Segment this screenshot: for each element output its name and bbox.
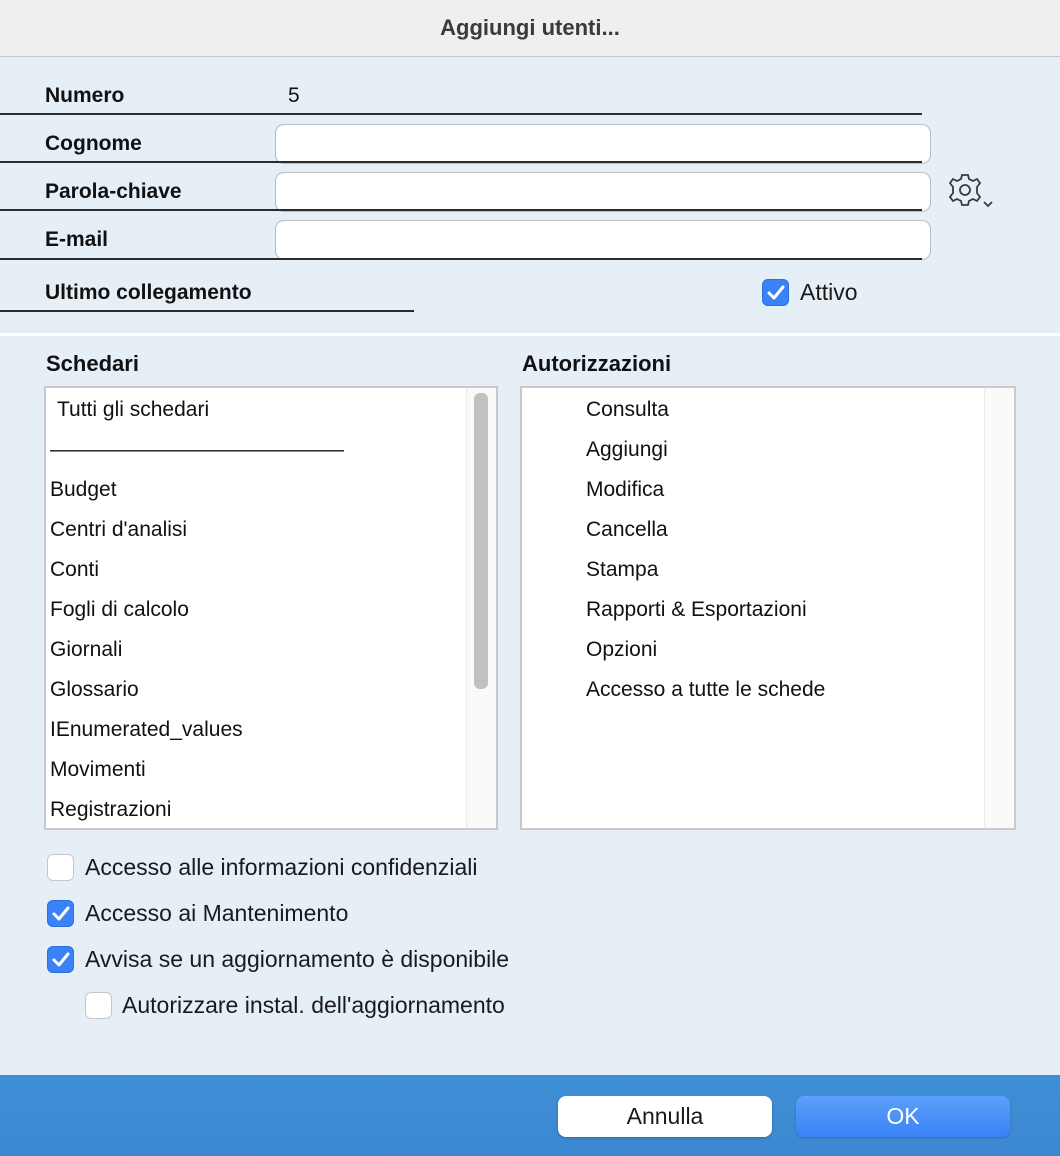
attivo-label: Attivo	[800, 279, 858, 305]
ok-button[interactable]: OK	[796, 1096, 1010, 1137]
schedari-scroll-thumb[interactable]	[474, 393, 488, 689]
ultimo-collegamento-underline	[0, 310, 414, 312]
schedari-list[interactable]	[44, 386, 498, 830]
autorizzazioni-title: Autorizzazioni	[522, 351, 672, 376]
list-item[interactable]: Movimenti	[50, 758, 146, 781]
list-item[interactable]: Consulta	[586, 398, 669, 421]
list-item[interactable]: Accesso a tutte le schede	[586, 678, 826, 701]
checkmark-icon	[766, 283, 786, 303]
section-separator	[0, 333, 1060, 336]
list-item-separator: ——————————————	[50, 438, 344, 461]
list-item[interactable]: IEnumerated_values	[50, 718, 243, 741]
cognome-underline	[0, 161, 922, 163]
attivo-checkbox[interactable]	[762, 279, 789, 306]
autorizzare-checkbox[interactable]	[85, 992, 112, 1019]
parola-chiave-input[interactable]	[275, 172, 931, 212]
confidenziali-label: Accesso alle informazioni confidenziali	[85, 854, 478, 880]
ultimo-collegamento-label: Ultimo collegamento	[45, 281, 252, 304]
email-underline	[0, 258, 922, 260]
confidenziali-checkbox[interactable]	[47, 854, 74, 881]
parola-chiave-underline	[0, 209, 922, 211]
email-label: E-mail	[45, 228, 109, 251]
parola-chiave-label: Parola-chiave	[45, 180, 182, 203]
list-item[interactable]: Centri d'analisi	[50, 518, 188, 541]
list-item[interactable]: Giornali	[50, 638, 123, 661]
list-item[interactable]: Aggiungi	[586, 438, 668, 461]
email-input[interactable]	[275, 220, 931, 260]
list-item[interactable]: Tutti gli schedari	[57, 398, 210, 421]
list-item[interactable]: Stampa	[586, 558, 659, 581]
avvisa-label: Avvisa se un aggiornamento è disponibile	[85, 946, 510, 972]
window-title: Aggiungi utenti...	[0, 0, 1060, 57]
list-item[interactable]: Budget	[50, 478, 117, 501]
autorizzazioni-list[interactable]	[520, 386, 1016, 830]
list-item[interactable]: Glossario	[50, 678, 139, 701]
mantenimento-label: Accesso ai Mantenimento	[85, 900, 349, 926]
list-item[interactable]: Conti	[50, 558, 100, 581]
list-item[interactable]: Modifica	[586, 478, 665, 501]
numero-underline	[0, 113, 922, 115]
checkmark-icon	[51, 904, 71, 924]
cognome-input[interactable]	[275, 124, 931, 164]
list-item[interactable]: Registrazioni	[50, 798, 172, 821]
list-item[interactable]: Rapporti & Esportazioni	[586, 598, 807, 621]
list-item[interactable]: Cancella	[586, 518, 668, 541]
avvisa-checkbox[interactable]	[47, 946, 74, 973]
gear-menu-button[interactable]	[944, 170, 1004, 214]
checkmark-icon	[51, 950, 71, 970]
cognome-label: Cognome	[45, 132, 142, 155]
numero-value: 5	[288, 84, 300, 107]
cancel-button[interactable]: Annulla	[558, 1096, 772, 1137]
schedari-scrollbar[interactable]	[466, 388, 496, 828]
autorizzazioni-scrollbar[interactable]	[984, 388, 1014, 828]
list-item[interactable]: Opzioni	[586, 638, 658, 661]
schedari-title: Schedari	[46, 351, 139, 376]
autorizzare-label: Autorizzare instal. dell'aggiornamento	[122, 992, 505, 1018]
numero-label: Numero	[45, 84, 125, 107]
gear-icon	[944, 170, 1004, 214]
list-item[interactable]: Fogli di calcolo	[50, 598, 189, 621]
mantenimento-checkbox[interactable]	[47, 900, 74, 927]
